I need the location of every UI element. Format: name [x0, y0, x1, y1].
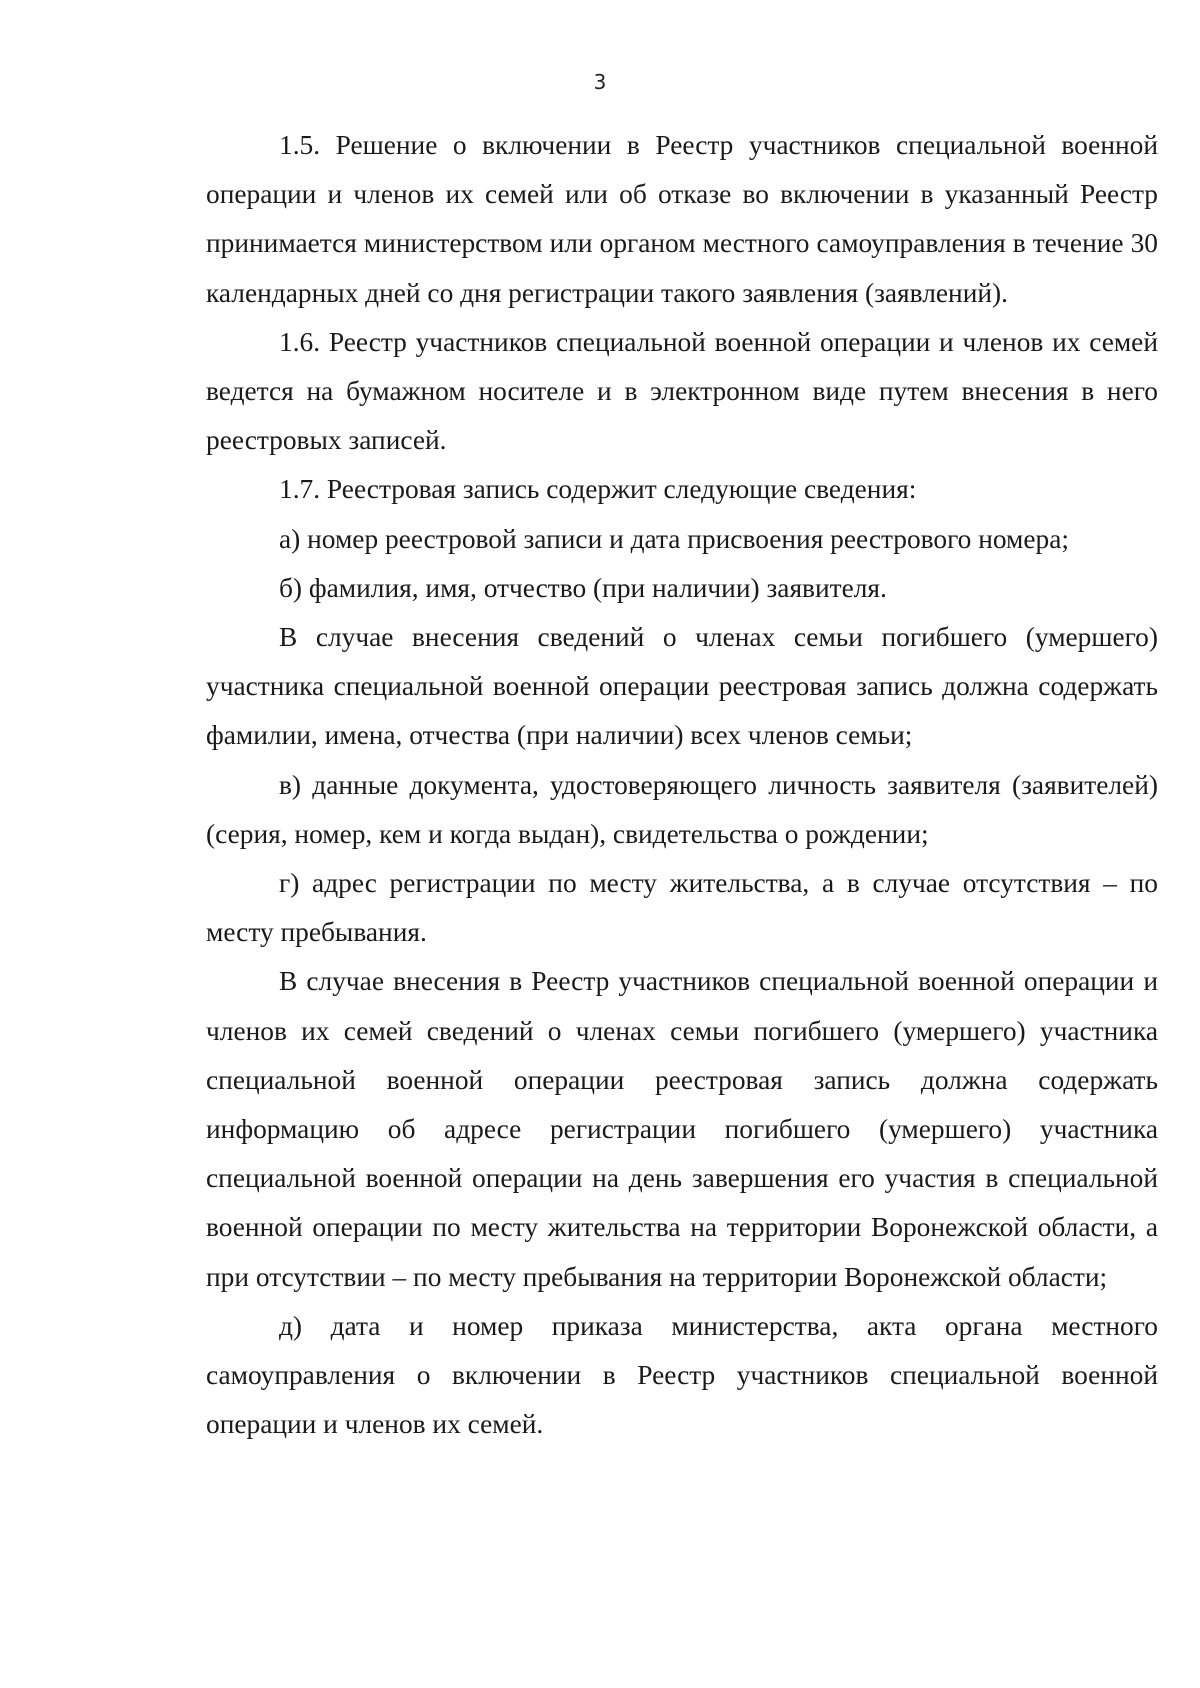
- paragraph-1-5: 1.5. Решение о включении в Реестр участников специальной военной операции и членов их семей или об отказе во включении в указанный Реестр принимается министерством или органом местного самоуправления в течение 30 календарных дней со дня регистрации такого заявления (заявлений).: [206, 130, 1158, 308]
- list-item-b: б) фамилия, имя, отчество (при наличии) заявителя.: [279, 572, 887, 603]
- paragraph-registration-address: В случае внесения в Реестр участников специальной военной операции и членов их семей сведений о членах семьи погибшего (умершего) участника специальной военной операции реестровая запись должна содержать информацию об адресе регистрации погибшего (умершего) участника специальной военной операции на день завершения его участия в специальной военной операции по месту жительства на территории Воронежской области, а при отсутствии – по месту пребывания на территории Воронежской области;: [206, 966, 1158, 1292]
- document-body: [206, 121, 1158, 1449]
- paragraph-1-7: 1.7. Реестровая запись содержит следующие сведения:: [279, 474, 917, 505]
- list-item-a: а) номер реестровой записи и дата присвоения реестрового номера;: [279, 523, 1070, 554]
- list-item-v: в) данные документа, удостоверяющего личность заявителя (заявителей) (серия, номер, кем и когда выдан), свидетельства о рождении;: [206, 769, 1158, 849]
- list-item-g: г) адрес регистрации по месту жительства, а в случае отсутствия – по месту пребывания.: [206, 868, 1158, 948]
- page-number: 3: [593, 70, 607, 94]
- list-item-d: д) дата и номер приказа министерства, акта органа местного самоуправления о включении в Реестр участников специальной военной операции и членов их семей.: [206, 1310, 1158, 1440]
- paragraph-1-6: 1.6. Реестр участников специальной военной операции и членов их семей ведется на бумажном носителе и в электронном виде путем внесения в него реестровых записей.: [206, 326, 1158, 456]
- paragraph-family-members: В случае внесения сведений о членах семьи погибшего (умершего) участника специальной военной операции реестровая запись должна содержать фамилии, имена, отчества (при наличии) всех членов семьи;: [206, 622, 1158, 751]
